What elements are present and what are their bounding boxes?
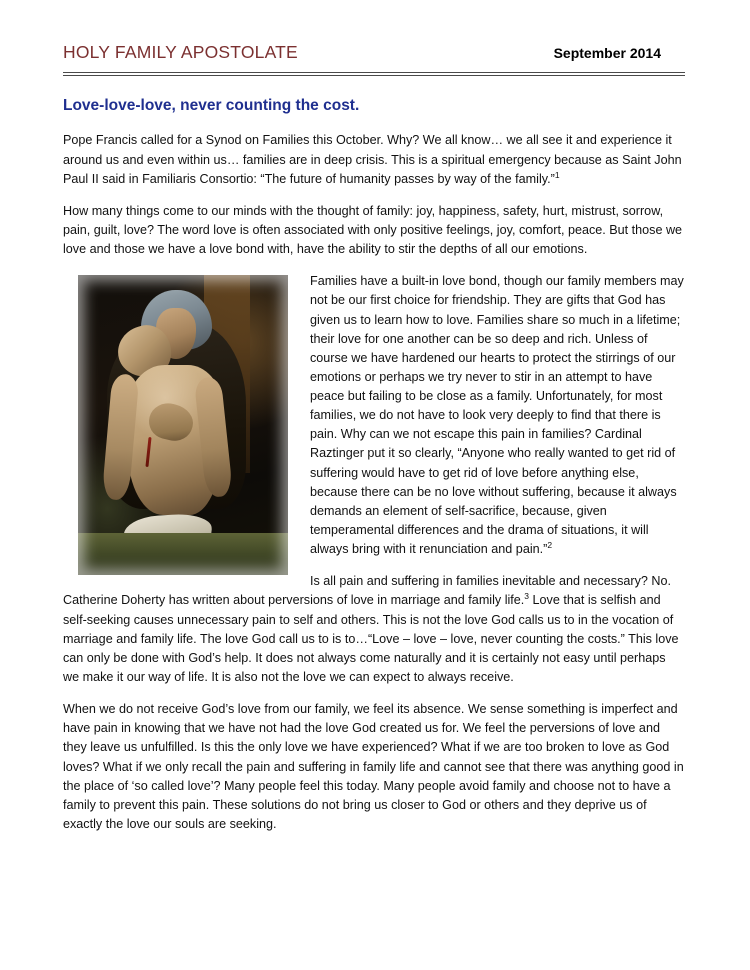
issue-date: September 2014 bbox=[553, 45, 661, 61]
divider-line-bottom bbox=[63, 75, 685, 76]
paragraph-4 bbox=[63, 572, 685, 687]
footnote-marker-1: 1 bbox=[554, 169, 560, 180]
paragraph-4-text-part2: Love that is selfish and self-seeking causes unnecessary pain to self and others. This is not the love God calls us to in the vocation of marriage and family life. The love God call us to is to…“Love – love – love, never counting the costs.” This love can only be done with God’s help. It does not always come naturally and it is certainly not easy until perhaps we make it our way of life. It is also not the love we can expect to always receive. bbox=[63, 593, 679, 685]
article-title: Love-love-love, never counting the cost. bbox=[63, 97, 360, 114]
paragraph-1-text: Pope Francis called for a Synod on Families this October. Why? We all know… we all see it and experience it around us and even within us… families are in deep crisis. This is a spiritual emergency because as Saint John Paul II said in Familiaris Consortio: “The future of humanity passes by way of the family.” bbox=[63, 133, 682, 186]
paragraph-5: When we do not receive God’s love from our family, we feel its absence. We sense something is imperfect and have pain in knowing that we have not had the love God created us for. We feel the perversions of love and they leave us unfulfilled. Is this the only love we have experienced? What if we are too broken to love as God loves? What if we only recall the pain and suffering in family life and cannot see that there was anything good in the place of ‘so called love’? Many people feel this today. Many people avoid family and choose not to have a family to prevent this pain. These solutions do not bring us closer to God or others and they deprive us of exactly the love our souls are seeking. bbox=[63, 702, 684, 832]
paragraph-1 bbox=[63, 131, 685, 188]
footnote-marker-2: 2 bbox=[547, 540, 553, 550]
header-divider bbox=[63, 72, 685, 76]
paragraph-3-text: Families have a built-in love bond, though our family members may not be our first choice for friendship. They are gifts that God has given us to learn how to love. Families share so much in a lifetime; their love for one another can be so deep and rich. Unless of course we have hardened our hearts to protect the stirrings of our emotions or perhaps we try never to stir in an attempt to have peace but failing to be close as a family. Unfortunately, for most families, we do not have to look very deeply to find that there is pain. Why can we not escape this pain in families? Cardinal Raztinger put it so clearly, “Anyone who really wanted to get rid of suffering would have to get rid of love before anything else, because there can be no love without suffering, because it always demands an element of self-sacrifice, because, given temperamental differences and the drama of situations, it will always bring with it renunciation and pain.” bbox=[310, 274, 684, 557]
masthead-title: HOLY FAMILY APOSTOLATE bbox=[63, 42, 298, 62]
paragraph-2: How many things come to our minds with the thought of family: joy, happiness, safety, hurt, mistrust, sorrow, pain, guilt, love? The word love is often associated with only positive feelings, joy, comfort, peace. But those we love and those we have a love bond with, have the ability to stir the depths of all our emotions. bbox=[63, 203, 683, 257]
article-body bbox=[63, 96, 685, 834]
paragraph-4-text-part1: Is all pain and suffering in families inevitable and necessary? No. Catherine Doherty has written about perversions of love in marriage and family life. bbox=[63, 574, 671, 608]
pieta-image bbox=[78, 275, 288, 575]
footnote-marker-3: 3 bbox=[524, 591, 530, 602]
pieta-ground bbox=[78, 533, 288, 575]
pieta-illustration bbox=[78, 275, 288, 575]
masthead bbox=[63, 42, 685, 63]
